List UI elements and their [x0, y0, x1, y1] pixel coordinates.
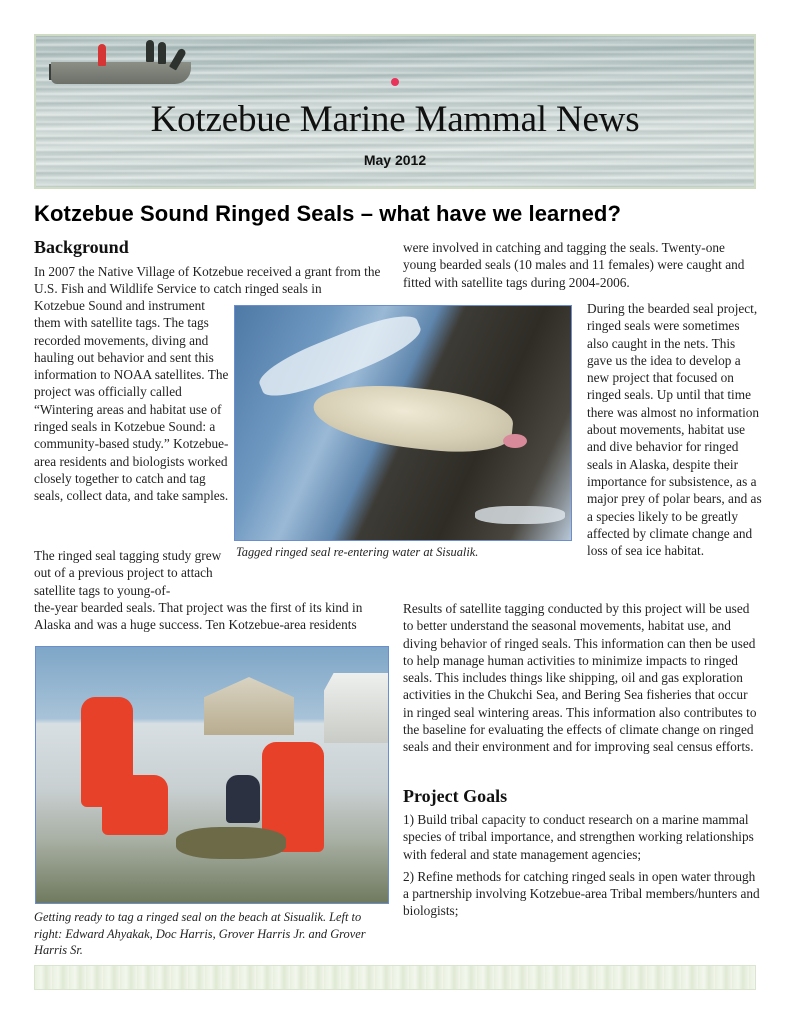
bearded-seal-paragraph: were involved in catching and tagging the seals. Twenty-one young bearded seals (10 males and 11 females) were caught and fitted with satellite tags during 2004-2006. — [403, 240, 745, 290]
results-paragraph: Results of satellite tagging conducted by this project will be used to better understand the seasonal movements, habitat use, and diving behavior of ringed seals. This information can then be used to help manage human activities to minimize impacts to ringed seals. This includes things like shipping, oil and gas exploration activities in the Chukchi Sea, and Bering Sea fisheries that occur in ringed seal wintering areas. This information also contributes to the baseline for evaluating the effects of climate change on ringed seals and their environment and for improving seal census efforts. — [403, 601, 757, 755]
person-dark-jacket-image — [226, 775, 260, 823]
buoy-image — [391, 78, 399, 86]
article-headline: Kotzebue Sound Ringed Seals – what have we learned? — [34, 201, 622, 226]
person-image — [158, 42, 166, 64]
person-kneeling-image — [102, 775, 168, 835]
ice-floe-image — [475, 506, 565, 524]
ringed-seal-image — [310, 378, 515, 459]
ringed-seal-idea-paragraph: During the bearded seal project, ringed seals were sometimes also caught in the nets. This gave us the idea to develop a new project that focused on ringed seals. Up until that time there was almost no information about movements, habitat use and dive behavior for ringed seals in Alaska, despite their importance for subsistence, as a major prey of polar bears, and as a species likely to be greatly affected by climate change and loss of sea ice habitat. — [587, 301, 762, 559]
crew-photo-caption: Getting ready to tag a ringed seal on the beach at Sisualik. Left to right: Edward Ahyakak, Doc Harris, Grover Harris Jr. and Grover Harris Sr. — [34, 910, 366, 957]
seal-tag-image — [503, 434, 527, 448]
hut-frame-image — [204, 677, 294, 735]
newsletter-title: Kotzebue Marine Mammal News — [150, 99, 640, 140]
tent-image — [324, 673, 388, 743]
goal-item: 2) Refine methods for catching ringed seals in open water through a partnership involving Kotzebue-area Tribal members/hunters and biologists; — [403, 868, 760, 919]
person-red-jacket-image — [98, 44, 106, 66]
goal-item: 1) Build tribal capacity to conduct research on a marine mammal species of tribal importance, and strengthen working relationships with federal and state management agencies; — [403, 812, 754, 862]
footer-decorative-band — [34, 965, 756, 990]
seal-photo — [234, 305, 572, 541]
seal-photo-caption: Tagged ringed seal re-entering water at Sisualik. — [236, 545, 479, 559]
project-goals-section — [403, 786, 761, 920]
masthead-banner — [34, 34, 756, 189]
person-image — [146, 40, 154, 62]
background-paragraph-intro: In 2007 the Native Village of Kotzebue received a grant from the U.S. Fish and Wildlife Service to catch ringed seals in — [34, 264, 381, 297]
background-section — [34, 237, 384, 298]
background-heading: Background — [34, 237, 129, 257]
issue-date: May 2012 — [363, 152, 427, 168]
project-goals-heading: Project Goals — [403, 786, 508, 806]
seal-on-stretcher-image — [176, 827, 286, 859]
background-paragraph-body: Kotzebue Sound and instrument them with satellite tags. The tags recorded movements, diving and hauling out behavior and sent this information to NOAA satellites. The project was officially called “Wintering areas and habitat use of ringed seals in Kotzebue Sound: a community-based study.” Kotzebue-area residents and biologists worked closely together to catch and tag seals, collect data, and take samples. — [34, 298, 229, 504]
tagging-crew-photo — [35, 646, 389, 904]
tagging-study-paragraph-cont: the-year bearded seals. That project was the first of its kind in Alaska and was a huge success. Ten Kotzebue-area residents — [34, 600, 363, 633]
tagging-study-paragraph: The ringed seal tagging study grew out of a previous project to attach satellite tags to young-of- — [34, 548, 222, 598]
